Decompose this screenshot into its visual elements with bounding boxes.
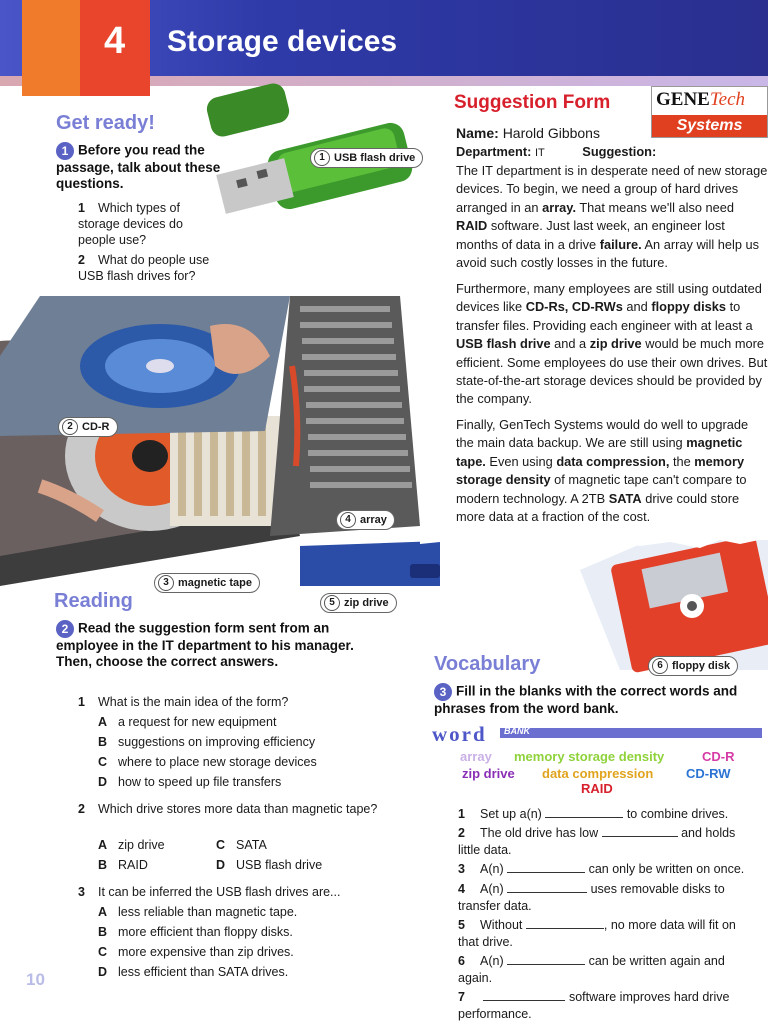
- reading-question-2: 2 Which drive stores more data than magnetic tape?: [78, 802, 378, 816]
- get-ready-heading: Get ready!: [56, 112, 155, 134]
- get-ready-question-2: 2 What do people use USB flash drives for?: [78, 253, 210, 283]
- form-title: Suggestion Form: [454, 92, 611, 113]
- option-1d[interactable]: D how to speed up file transfers: [98, 775, 282, 789]
- floppy-disk-photo: [580, 540, 768, 670]
- fill-item-1: 1 Set up a(n) to combine drives.: [458, 807, 729, 821]
- option-1c[interactable]: C where to place new storage devices: [98, 755, 317, 769]
- option-3a[interactable]: A less reliable than magnetic tape.: [98, 905, 298, 919]
- fill-item-7: 7 software improves hard drive performance.: [458, 990, 730, 1021]
- form-paragraph-2: Furthermore, many employees are still using outdated devices like CD-Rs, CD-RWs and floppy disks to transfer files. Providing each engineer with at least a USB flash drive and a zip drive would be much more efficient. Some employees do use their own drives. But state-of-the-art storage devices should be provided by the company.: [456, 281, 768, 407]
- option-3c[interactable]: C more expensive than zip drives.: [98, 945, 294, 959]
- wordbank-word-raid: RAID: [581, 781, 613, 796]
- vocabulary-heading: Vocabulary: [434, 653, 541, 675]
- page-number: 10: [26, 970, 45, 989]
- label-array: 4 array: [336, 510, 395, 530]
- reading-q1-options: [98, 712, 388, 792]
- reading-q3-options: [98, 902, 388, 982]
- option-2d[interactable]: D USB flash drive: [216, 858, 323, 872]
- option-1a[interactable]: A a request for new equipment: [98, 715, 277, 729]
- get-ready-instruction: 1 Before you read the passage, talk about these questions.: [56, 142, 221, 191]
- reading-heading: Reading: [54, 590, 133, 612]
- array-photo: [270, 296, 420, 536]
- wordbank-header: [432, 722, 762, 746]
- wordbank-word-array: array: [460, 749, 492, 764]
- form-paragraph-3: Finally, GenTech Systems would do well to upgrade the main data backup. We are still using magnetic tape. Even using data compression, the memory storage density of magnetic tape can't compare to modern technology. A 2TB SATA drive could store more data at a fraction of the cost.: [456, 417, 749, 525]
- blank-7[interactable]: [483, 990, 565, 1001]
- fill-item-2: 2 The old drive has low and holds little data.: [458, 826, 736, 857]
- wordbank-title: word: [432, 722, 487, 746]
- blank-5[interactable]: [526, 918, 604, 929]
- reading-question-3: 3 It can be inferred the USB flash drives are...: [78, 885, 341, 899]
- blank-3[interactable]: [507, 862, 585, 873]
- option-2a[interactable]: A zip drive: [98, 838, 165, 852]
- label-zip-drive: 5 zip drive: [320, 593, 397, 613]
- fill-item-6: 6 A(n) can be written again and again.: [458, 954, 725, 985]
- fill-item-5: 5 Without , no more data will fit on that drive.: [458, 918, 736, 949]
- label-magnetic-tape: 3 magnetic tape: [154, 573, 260, 593]
- reading-instruction: 2 Read the suggestion form sent from an employee in the IT department to his manager. Then, choose the correct answers.: [56, 620, 354, 669]
- chapter-number: 4: [104, 20, 126, 62]
- blank-4[interactable]: [507, 882, 587, 893]
- wordbank-word-zip-drive: zip drive: [462, 766, 515, 781]
- fill-item-4: 4 A(n) uses removable disks to transfer data.: [458, 882, 725, 913]
- wordbank-sub: BANK: [504, 726, 530, 736]
- wordbank-word-memory-storage-density: memory storage density: [514, 749, 665, 764]
- chapter-title: Storage devices: [167, 25, 398, 58]
- chapter-box: [22, 0, 150, 96]
- form-name: Name: Harold Gibbons: [456, 125, 600, 141]
- label-floppy-disk: 6 floppy disk: [648, 656, 738, 676]
- wordbank-word-data-compression: data compression: [542, 766, 654, 781]
- blank-6[interactable]: [507, 954, 585, 965]
- form-paragraph-1: The IT department is in desperate need of new storage devices. To begin, we need a group of hard drives arranged in an array. That means we'll also need RAID software. Just last week, an engineer lost months of data in a drive failure. An array will help us avoid such costly losses in the future.: [456, 163, 768, 271]
- get-ready-question-1: 1 Which types of storage devices do people use?: [78, 201, 183, 247]
- fill-item-3: 3 A(n) can only be written on once.: [458, 862, 745, 876]
- form-department: Department: IT Suggestion:: [456, 144, 657, 159]
- vocabulary-instruction: 3 Fill in the blanks with the correct words and phrases from the word bank.: [434, 683, 738, 716]
- option-2b[interactable]: B RAID: [98, 858, 148, 872]
- option-2c[interactable]: C SATA: [216, 838, 267, 852]
- label-cd-r: 2 CD-R: [58, 417, 118, 437]
- wordbank-word-cd-rw: CD-RW: [686, 766, 731, 781]
- zip-brand-print: Iomega zip: [423, 605, 477, 617]
- blank-2[interactable]: [602, 826, 678, 837]
- torn-paper-edge: [420, 530, 768, 552]
- option-3d[interactable]: D less efficient than SATA drives.: [98, 965, 289, 979]
- label-usb-flash-drive: 1 USB flash drive: [310, 148, 423, 168]
- wordbank-word-cd-r: CD-R: [702, 749, 735, 764]
- gentech-logo: GENETech Systems: [651, 86, 768, 138]
- option-1b[interactable]: B suggestions on improving efficiency: [98, 735, 316, 749]
- reading-question-1: 1 What is the main idea of the form?: [78, 695, 289, 709]
- option-3b[interactable]: B more efficient than floppy disks.: [98, 925, 293, 939]
- blank-1[interactable]: [545, 807, 623, 818]
